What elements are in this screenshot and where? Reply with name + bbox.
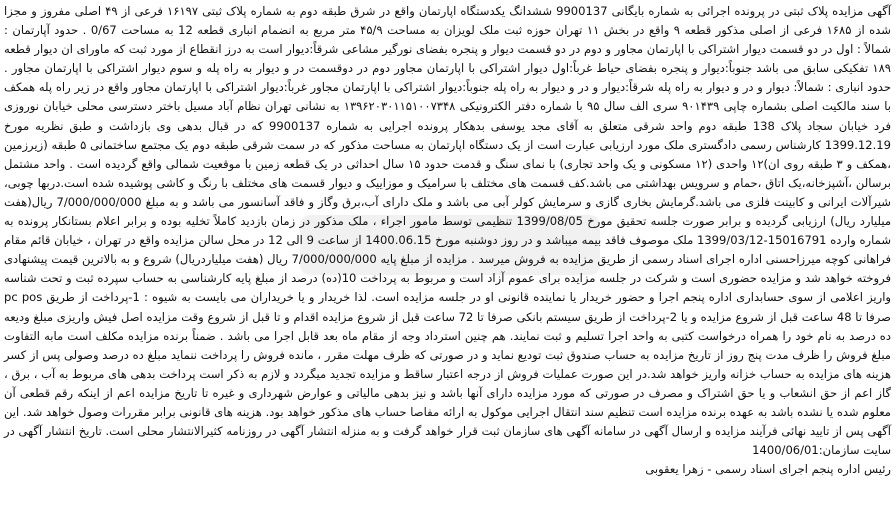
notice-body-text: آگهی مزایده پلاک ثبتی در پرونده اجرائی به شماره بایگانی 9900137 ششدانگ یکدستگاه اپارتمان واقع در شرق طبقه دوم به شماره پلاک ثبتی ۱۶۱۹۷ فرعی از ۴۹ اصلی مفروز و مجزا شده از ۱۶۸۵ فرعی از اصلی مذکور قطعه ۹ واقع در بخش ۱۱ تهران حوزه ثبت ملک لویزان به مساحت ۴۵/۹ متر مربع به انضمام انباری قطعه 12 به مساحت 0/67 . حدود آپارتمان : شمالاً : اول در دو قسمت دیوار اشتراکی با اپارتمان مجاور و دوم در دو قسمت دیوار و پنجره بفضای نورگیر مشاعی شرقاً:دیوار است به درز انقطاع از مورد ثبت که ماورای ان دیوار قطعه ۱۸۹ تفکیکی سابق می باشد جنوباً:دیوار و پنجره بفضای حیاط غرباً:اول دیوار اشتراکی با اپارتمان مجاور دوم در دوقسمت در و دیوار به راه پله و سوم دیوار اشتراکی با اپارتمان مجاور . حدود انباری : شمالاً: دیوار و در و دیوار به راه پله شرقاً:دیوار و در و دیوار به راه پله جنوباً:دیوار اشتراکی با اپارتمان مجاور غرباً:دیوار اشتراکی با اپارتمان مجاور واقع در زیر راه پله همکف با سند مالکیت اصلی بشماره چاپی ۹۰۱۴۳۹ سری الف سال ۹۵ با شماره دفتر الکترونیکی ۱۳۹۶۲۰۳۰۱۱۵۱۰۰۷۳۴۸ به نشانی تهران نظام آباد مسیل باختر دسترسی محلی خیابان نوروزی فرد خیابان سجاد پلاک 138 طبقه دوم واحد شرقی متعلق به آقای مجد یوسفی بدهکار پرونده اجرایی به شماره 9900137 که در قبال بدهی وی بازداشت و طبق نظریه مورخ 1399.12.19 کارشناس رسمی دادگستری ملک مورد ارزیابی عبارت است از یک دستگاه اپارتمان به مساحت مذکور که در سمت شرقی طبقه دوم یک مجتمع ساختمانی ۵ طبقه (زیرزمین ،همکف و ۳ طبقه روی ان)۱۲ واحدی (۱۲ مسکونی و یک واحد تجاری) با نمای سنگ و قدمت حدود ۱۵ سال احداثی در یک قطعه زمین با موقعیت شمالی واقع گردیده است . واحد مشتمل برسالن ،آشپزخانه،یک اتاق ،حمام و سرویس بهداشتی می باشد.کف قسمت های مختلف با سرامیک و موزاییک و دیوار قسمت های مختلف با رنگ و کاشی پوشیده شده است.دربها چوبی، شیرآلات ایرانی و کابینت فلزی می باشد.گرمایش بخاری گازی و سرمایش کولر آبی می باشد و ملک دارای آب،برق وگاز و فاقد آسانسور می باشد و به مبلغ 7/000/000/000 ریال(هفت میلیارد ریال) ارزیابی گردیده و برابر صورت جلسه تحقیق مورخ 1399/08/05 تنظیمی توسط مامور اجراء ، ملک مذکور در زمان بازدید کاملاً تخلیه بوده و برابر اعلام بستانکار پرونده به شماره وارده 15016791-1399/03/12 ملک موصوف فاقد بیمه میباشد و در روز دوشنبه مورخ 1400.06.15 از ساعت 9 الی 12 در محل سالن مزایده واقع در تهران ، خیابان قائم مقام فراهانی کوچه میرزاحسنی اداره اجرای اسناد رسمی از طریق مزایده به فروش میرسد . مزایده از مبلغ پایه 7/000/000/000 ریال (هفت میلیاردریال) شروع و به بالاترین قیمت پیشنهادی فروخته خواهد شد و مزایده حضوری است و شرکت در جلسه مزایده برای عموم آزاد است و مربوط به پرداخت 10(ده) درصد از مبلغ پایه کارشناسی به حساب سپرده ثبت و تحت شناسه واریز اعلامی از سوی حسابداری اداره پنجم اجرا و حضور خریدار یا نماینده قانونی او در جلسه مزایده است. لذا خریدار و یا خریداران می بایست به شیوه : 1-پرداخت از طریق pc pos صرفا تا 48 ساعت قبل از شروع مزایده و یا 2-پرداخت از طریق سیستم بانکی صرفا تا 72 ساعت قبل از شروع مزایده اقدام و تا قبل از شروع وقت مزایده اصل فیش واریزی مبلغ ودیعه ده درصد به نام خود را همراه درخواست کتبی به واحد اجرا تسلیم و ثبت نمایند. هم چنین استرداد وجه از مقام ماه بعد قابل اجرا می باشد . ضمناً برنده مزایده مکلف است مابه التفاوت مبلغ فروش را ظرف مدت پنج روز از تاریخ مزایده به حساب صندوق ثبت تودیع نماید و در صورتی که ظرف مهلت مقرر ، مانده فروش را پرداخت ننماید مبلغ ده درصد وصولی پس از کسر هزینه های مزایده به حساب خزانه واریز خواهد شد.در این صورت عملیات فروش از درجه اعتبار ساقط و مزایده تجدید میگردد و لازم به ذکر است پرداخت بدهی های مربوط به آب ، برق ، گاز اعم از حق انشعاب و یا حق اشتراک و مصرف در صورتی که مورد مزایده دارای آنها باشد و نیز بدهی مالیاتی و عوارض شهرداری و غیره تا تاریخ مزایده اعم از اینکه رقم قطعی آن معلوم شده یا نشده باشد به عهده برنده مزایده است تنظیم سند انتقال اجرایی موکول به ارائه مفاصا حساب های مذکور خواهد بود. هزینه های قانونی برابر مقررات وصول خواهد شد. این آگهی پس از تایید نهائی فرآیند مزایده و ارسال آگهی در سامانه آگهی های سازمان ثبت قرار خواهد گرفت و به منزله انتشار آگهی در روزنامه کثیرالانتشار محلی است. تاریخ انتشار آگهی در سایت سازمان:1400/06/01 — [4, 4, 892, 458]
signature-line: رئیس اداره پنجم اجرای اسناد رسمی - زهرا یعقوبی — [645, 462, 891, 477]
